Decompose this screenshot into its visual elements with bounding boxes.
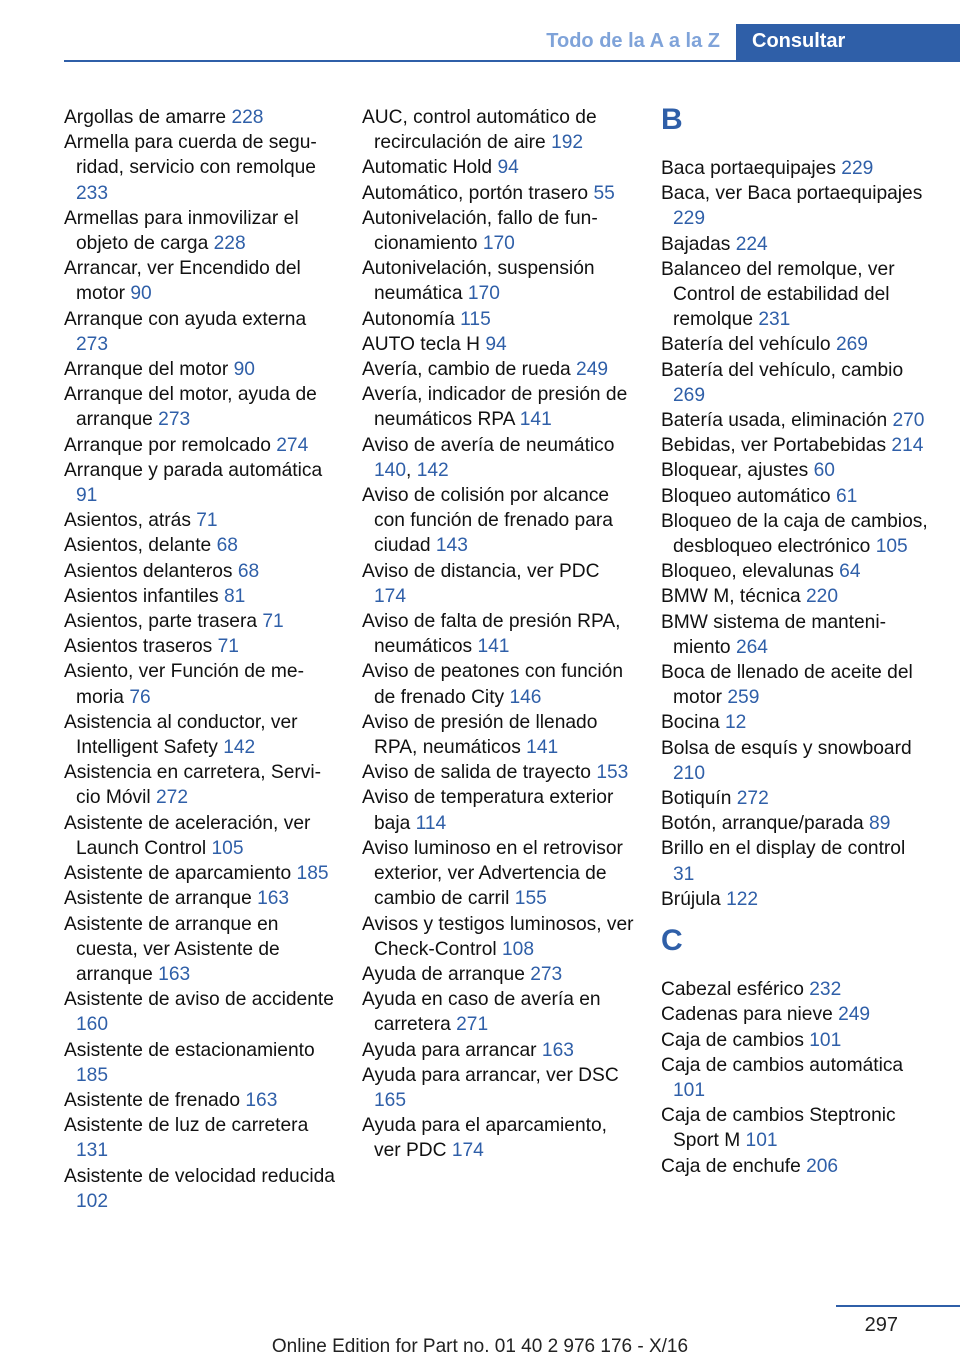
index-column-3 (661, 105, 929, 1179)
index-entry (661, 811, 929, 836)
page-link[interactable]: 64 (839, 561, 861, 583)
page-link[interactable]: 105 (875, 536, 908, 558)
index-entry (64, 105, 338, 130)
index-entry (661, 433, 929, 458)
page-link[interactable]: 229 (673, 208, 706, 230)
index-entry (661, 257, 929, 333)
index-entry-text: AUC, control automático de recirculación de aire (362, 107, 597, 154)
index-entry-text: Ayuda para el aparcamiento, ver PDC (362, 1115, 607, 1162)
index-entry (64, 1164, 338, 1214)
index-entry (661, 977, 929, 1002)
index-entry (362, 559, 636, 609)
index-entry-text: Asistente de frenado (64, 1089, 241, 1111)
index-entry (362, 912, 636, 962)
index-entry: Aviso de avería de neumático 140, 142 (362, 434, 615, 481)
index-entry-text: Arranque y parada automática (64, 459, 323, 481)
index-entry (64, 433, 338, 458)
index-entry (661, 156, 929, 181)
page-link[interactable]: 91 (76, 485, 98, 507)
index-entry (661, 232, 929, 257)
page-link[interactable]: 269 (673, 384, 706, 406)
index-entry-text: Asiento, ver Función de memoria (64, 661, 304, 708)
index-entry (64, 458, 338, 508)
index-entry (362, 1038, 636, 1063)
index-entry-text: Bloquear, ajustes (661, 460, 809, 482)
index-entry (661, 1028, 929, 1053)
index-entry (64, 861, 338, 886)
tab-consultar[interactable]: Consultar (736, 24, 960, 62)
page-link[interactable]: 115 (460, 308, 491, 330)
index-entry (661, 710, 929, 735)
page-link[interactable]: 90 (130, 283, 152, 305)
index-entry (362, 105, 636, 155)
index-entry (661, 660, 929, 710)
index-entry (362, 836, 636, 912)
page-link[interactable]: 170 (482, 233, 515, 255)
page-link[interactable]: 141 (526, 737, 559, 759)
page-link[interactable]: 61 (835, 485, 858, 507)
index-entry-text: Argollas de amarre (64, 107, 227, 128)
index-entry-text: Ayuda de arranque (362, 963, 525, 985)
page-link[interactable]: 140 (374, 459, 407, 481)
index-entry-text: Asientos delanteros (64, 560, 233, 582)
index-entry (362, 382, 636, 432)
page-link[interactable]: 174 (451, 1140, 484, 1162)
section-title: Todo de la A a la Z (546, 30, 720, 52)
page-link[interactable]: 272 (736, 788, 769, 810)
index-entry-text: BMW sistema de mantenimiento (661, 611, 886, 658)
index-entry (64, 206, 338, 256)
index-entry (362, 962, 636, 987)
index-entry-text: Armellas para inmovilizar el objeto de carga (64, 207, 299, 255)
index-entry (64, 886, 338, 911)
index-entry (362, 785, 636, 835)
page-link[interactable]: 94 (497, 157, 519, 179)
index-entry-text: Batería del vehículo, cambio (661, 359, 904, 381)
page-link[interactable]: 155 (514, 888, 547, 910)
page-link[interactable]: 163 (245, 1089, 278, 1111)
page-link[interactable]: 185 (76, 1064, 109, 1086)
index-entry-text: Bajadas (661, 233, 731, 255)
index-entry-text: Asistente de aparcamiento (64, 863, 292, 885)
index-entry-text: Aviso de presión de llenado RPA, neumáticos (362, 711, 598, 759)
index-entry (362, 609, 636, 659)
index-entry (64, 912, 338, 988)
index-entry-text: Batería del vehículo (661, 334, 831, 356)
index-entry-text: Boca de llenado de aceite del motor (661, 662, 913, 709)
page-link[interactable]: 229 (841, 158, 874, 179)
index-entry-text: Asistente de aviso de accidente (64, 989, 334, 1011)
index-entry (661, 181, 929, 231)
index-entry-text: Cabezal esférico (661, 979, 804, 1001)
index-entry (362, 710, 636, 760)
page-link[interactable]: 146 (509, 686, 542, 708)
index-entry-text: Armella para cuerda de seguridad, servicio con remolque (64, 132, 317, 179)
index-entry-text: Avisos y testigos luminosos, ver Check-Control (362, 913, 634, 960)
index-entry-text: Aviso de peatones con función de frenado City (362, 661, 623, 708)
index-entry-text: Autonomía (362, 308, 455, 330)
index-entry (661, 836, 929, 886)
index-entry (362, 760, 636, 785)
index-entry (64, 382, 338, 432)
index-entry-text: Asientos, delante (64, 535, 212, 557)
page-link[interactable]: 160 (76, 1014, 109, 1036)
index-entry-text: Asientos infantiles (64, 585, 219, 607)
index-entry-text: Asistente de luz de carretera (64, 1115, 309, 1137)
index-entry (362, 1063, 636, 1113)
index-entry (64, 533, 338, 558)
page-link[interactable]: 71 (262, 611, 284, 633)
page-link[interactable]: 94 (485, 333, 507, 355)
index-entry-text: Asistente de velocidad reducida (64, 1165, 335, 1187)
index-entry-text: Batería usada, eliminación (661, 410, 888, 432)
index-entry-text: Arranque con ayuda externa (64, 308, 307, 330)
index-entry-text: Bebidas, ver Portabebidas (661, 435, 887, 457)
index-entry (661, 458, 929, 483)
index-entry (362, 659, 636, 709)
index-entry (64, 659, 338, 709)
index-entry-text: Asientos, parte trasera (64, 611, 258, 633)
page-link[interactable]: 214 (891, 435, 924, 457)
index-entry-text: Baca, ver Baca portaequipajes (661, 183, 923, 205)
index-entry (64, 811, 338, 861)
page-number: 297 (864, 1314, 898, 1336)
index-entry (362, 357, 636, 382)
page-link[interactable]: 108 (501, 938, 534, 960)
page-link[interactable]: 81 (224, 585, 246, 607)
index-entry (362, 483, 636, 559)
page-link[interactable]: 101 (809, 1029, 842, 1051)
index-entry-text: Brillo en el display de control (661, 838, 906, 860)
header-rule (64, 60, 960, 62)
page-link[interactable]: 102 (76, 1190, 109, 1212)
page-link[interactable]: 259 (727, 687, 760, 709)
index-entry-text: Automatic Hold (362, 157, 493, 179)
page-link[interactable]: 131 (76, 1140, 109, 1162)
index-entry (362, 155, 636, 180)
page-link[interactable]: 60 (813, 460, 835, 482)
index-entry-text: BMW M, técnica (661, 586, 801, 608)
page-link[interactable]: 163 (158, 963, 191, 985)
index-entry-text: Avería, cambio de rueda (362, 359, 571, 381)
index-entry (362, 1113, 636, 1163)
index-entry (661, 1002, 929, 1027)
page-link[interactable]: 273 (530, 963, 563, 985)
index-entry (64, 1088, 338, 1113)
index-entry-text: Caja de cambios (661, 1029, 804, 1051)
index-entry (661, 736, 929, 786)
index-entry (64, 634, 338, 659)
index-entry-text: Aviso de avería de neumático (362, 434, 615, 456)
page-link[interactable]: 101 (745, 1130, 778, 1152)
footer-rule (836, 1305, 960, 1307)
index-entry (661, 584, 929, 609)
page-link[interactable]: 220 (806, 586, 839, 608)
index-entry (661, 1053, 929, 1103)
index-entry (64, 710, 338, 760)
page-link[interactable]: 12 (725, 712, 747, 734)
page-link[interactable]: 76 (129, 686, 151, 708)
page-link[interactable]: 185 (296, 863, 329, 885)
index-entry-text: Asistente de arranque en cuesta, ver Asistente de arranque (64, 913, 280, 985)
index-entry-text: Asistente de aceleración, ver Launch Control (64, 812, 311, 859)
index-entry (64, 987, 338, 1037)
index-entry-text: Aviso de temperatura exterior baja (362, 787, 614, 834)
index-entry (64, 307, 338, 357)
index-entry-text: Asientos, atrás (64, 510, 191, 532)
index-entry (362, 256, 636, 306)
index-entry (64, 1038, 338, 1088)
page-link[interactable]: 163 (257, 888, 290, 910)
index-entry-text: Balanceo del remolque, ver Control de estabilidad del remolque (661, 258, 895, 331)
index-entry (64, 508, 338, 533)
index-entry-text: Aviso de falta de presión RPA, neumáticos (362, 611, 621, 658)
edition-footer: Online Edition for Part no. 01 40 2 976 176 - X/16 (271, 1336, 689, 1357)
page-link[interactable]: 232 (809, 979, 842, 1001)
index-entry (64, 256, 338, 306)
page-link[interactable]: 90 (233, 359, 255, 381)
page-link[interactable]: 153 (596, 762, 629, 784)
index-entry (661, 332, 929, 357)
index-entry-text: Autonivelación, fallo de funcionamiento (362, 207, 598, 255)
page-link[interactable]: 141 (519, 409, 552, 431)
index-entry (661, 559, 929, 584)
page-link[interactable]: 273 (158, 409, 191, 431)
page-link[interactable]: 233 (76, 182, 109, 204)
index-entry (661, 358, 929, 408)
index-entry-text: Ayuda en caso de avería en carretera (362, 989, 601, 1036)
index-entry (661, 887, 929, 912)
index-entry (661, 408, 929, 433)
index-entry (64, 1113, 338, 1163)
page-link[interactable]: 122 (726, 888, 759, 910)
index-entry (362, 332, 636, 357)
index-entry-text: Botón, arranque/parada (661, 813, 864, 835)
index-entry (661, 484, 929, 509)
page-link[interactable]: 228 (231, 107, 264, 128)
page-link[interactable]: 273 (76, 333, 109, 355)
index-entry-text: Botiquín (661, 788, 732, 810)
page-link[interactable]: 165 (374, 1089, 407, 1111)
index-entry-text: Aviso de salida de trayecto (362, 762, 591, 784)
page-link[interactable]: 206 (806, 1155, 839, 1177)
index-entry-text: Bloqueo de la caja de cambios, desbloqueo electrónico (661, 510, 928, 558)
index-column-1 (64, 105, 338, 1214)
index-entry-text: Asistencia en carretera, Servicio Móvil (64, 762, 321, 809)
page-link[interactable]: 210 (673, 762, 706, 784)
index-entry-text: Baca portaequipajes (661, 158, 836, 179)
index-entry-text: Bloqueo, elevalunas (661, 561, 834, 583)
index-entry-text: Autonivelación, suspensión neumática (362, 258, 595, 305)
index-entry-text: Arrancar, ver Encendido del motor (64, 258, 301, 305)
index-letter-heading: B (661, 103, 683, 136)
index-entry (362, 987, 636, 1037)
index-entry-text: Asistente de arranque (64, 888, 252, 910)
page-link[interactable]: 249 (576, 359, 609, 381)
index-entry-text: Asientos traseros (64, 636, 213, 658)
index-entry-text: Caja de cambios automática (661, 1054, 904, 1076)
page-link[interactable]: 170 (467, 283, 500, 305)
index-entry (362, 206, 636, 256)
page-link[interactable]: 163 (541, 1039, 574, 1061)
index-entry-text: Asistencia al conductor, ver Intelligent Safety (64, 711, 298, 759)
index-entry-text: Avería, indicador de presión de neumáticos RPA (362, 384, 628, 431)
index-entry (661, 1103, 929, 1153)
index-entry-text: Brújula (661, 888, 721, 910)
page-link[interactable]: 272 (155, 787, 188, 809)
page-link[interactable]: 68 (237, 560, 260, 582)
page-link[interactable]: 105 (211, 837, 244, 859)
index-entry-text: Asistente de estacionamiento (64, 1039, 315, 1061)
index-entry-text: Ayuda para arrancar (362, 1039, 537, 1061)
page-link[interactable]: 114 (415, 812, 447, 834)
index-entry-text: Bolsa de esquís y snowboard (661, 737, 912, 759)
index-entry-text: Bloqueo automático (661, 485, 831, 507)
page-link[interactable]: 31 (673, 863, 695, 885)
index-entry-text: Caja de cambios Steptronic Sport M (661, 1105, 896, 1152)
index-entry (64, 760, 338, 810)
index-entry (362, 307, 636, 332)
index-entry-text: Caja de enchufe (661, 1155, 801, 1177)
page-link[interactable]: 271 (456, 1014, 489, 1036)
index-entry (64, 609, 338, 634)
page-link[interactable]: 141 (477, 636, 510, 658)
page-link[interactable]: 264 (735, 636, 768, 658)
page-header (0, 24, 960, 62)
page-link[interactable]: 269 (835, 334, 868, 356)
index-entry-text: Bocina (661, 712, 720, 734)
index-entry (661, 509, 929, 559)
index-entry (64, 130, 338, 206)
index-entry (64, 559, 338, 584)
page-link[interactable]: 192 (551, 132, 584, 154)
index-entry-text: Arranque del motor, ayuda de arranque (64, 384, 317, 431)
index-entry (64, 584, 338, 609)
page-link[interactable]: 71 (196, 510, 218, 532)
page-link[interactable]: 228 (213, 233, 246, 255)
index-entry-text: Ayuda para arrancar, ver DSC (362, 1064, 619, 1086)
index-entry-text: Arranque por remolcado (64, 434, 271, 456)
page-link[interactable]: 224 (735, 233, 768, 255)
page-link[interactable]: 101 (673, 1079, 706, 1101)
page-link[interactable]: 143 (435, 535, 468, 557)
index-entry-text: Cadenas para nieve (661, 1004, 833, 1026)
page-link[interactable]: 231 (758, 309, 791, 331)
page-link[interactable]: 89 (869, 813, 891, 835)
index-entry-text: Aviso de distancia, ver PDC (362, 560, 600, 582)
index-entry-text: Arranque del motor (64, 359, 229, 381)
page-link[interactable]: 68 (216, 535, 238, 557)
index-entry (64, 357, 338, 382)
index-entry (362, 181, 636, 206)
index-entry-text: AUTO tecla H (362, 333, 481, 355)
page-link[interactable]: 174 (374, 585, 407, 607)
index-column-2 (362, 105, 636, 1164)
index-entry (661, 1154, 929, 1179)
page-link[interactable]: 270 (892, 410, 925, 432)
page-link[interactable]: 142 (416, 459, 449, 481)
index-entry-text: Aviso de colisión por alcance con función de frenado para ciudad (362, 485, 613, 557)
page-link[interactable]: 55 (593, 182, 615, 204)
index-entry-text: Automático, portón trasero (362, 182, 589, 204)
page-link[interactable]: 249 (838, 1004, 871, 1026)
index-entry (661, 786, 929, 811)
index-letter-heading: C (661, 924, 683, 958)
page-link[interactable]: 274 (276, 434, 309, 456)
index-entry (661, 610, 929, 660)
page-link[interactable]: 71 (217, 636, 239, 658)
index-entry-text: Aviso luminoso en el retrovisor exterior, ver Advertencia de cambio de carril (362, 837, 623, 910)
page-link[interactable]: 142 (223, 737, 256, 759)
